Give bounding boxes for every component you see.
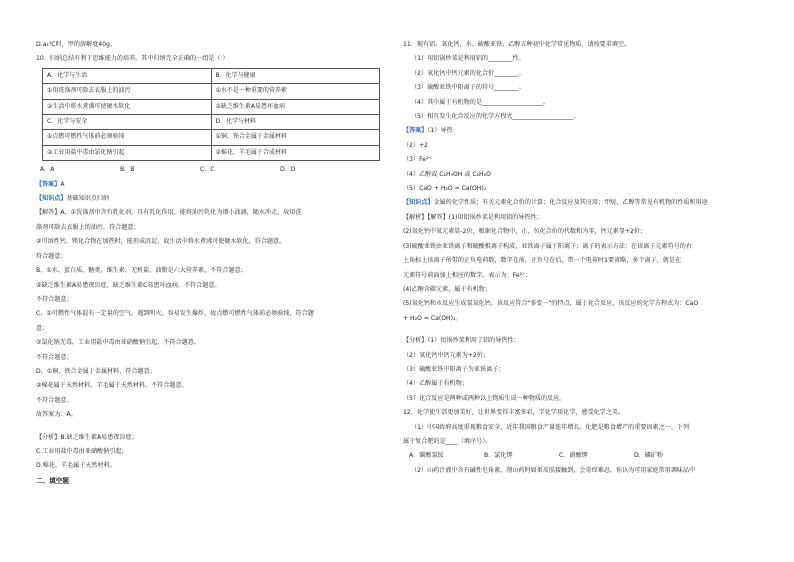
explain-line: (4)乙醇含碳元素，属于有机物； — [403, 285, 491, 293]
choice-d: D．D — [280, 166, 296, 174]
explain-line: 不符合题意； — [36, 353, 73, 361]
explain-line: ②棉花属于天然材料，羊毛属于天然材料，不符合题意。 — [36, 382, 188, 390]
right-column — [403, 38, 767, 478]
explain-line: 故答案为：A。 — [36, 411, 77, 419]
answer-line: （3）Fe²⁺ — [403, 156, 432, 164]
explain-line: ②缺乏维生素A易患夜盲症，缺乏维生素C易患坏血病，不符合题意。 — [36, 281, 221, 289]
choice-c: C．C — [200, 166, 215, 174]
explain-line: 元素符号前面加上相应的数字，表示为：Fe²⁺； — [403, 271, 532, 279]
knowledge-value: 金属的化学性质；有关元素化合价的计算；化合反应及其应用；甲烷、乙醇等常见有机物的性质和用途 — [433, 199, 708, 207]
choice-b: B．氯化钾 — [484, 452, 513, 460]
choice-b: B．B — [120, 166, 135, 174]
table-row — [43, 145, 380, 160]
answer-line: （2）+2 — [403, 141, 429, 149]
analysis-line: C.工业用盐中毒由亚硝酸钠引起； — [36, 447, 128, 455]
subquestion: （1）用铝锅炒菜是利用铝的________性。 — [411, 55, 525, 63]
knowledge-tag: 【知识点】 — [36, 195, 67, 203]
subquestion: （3）硫酸亚铁中阳离子的符号________。 — [411, 84, 525, 92]
table-cell: ①铜、铁合金属于金属材料 — [211, 130, 380, 145]
q11-subquestions — [403, 52, 767, 124]
q12 — [403, 406, 767, 478]
choice-a: A．碳酸氢铵 — [409, 452, 444, 460]
table-cell: ②生活中将水煮沸可使硬水软化 — [43, 99, 212, 114]
table-cell: ②棉花、羊毛属于合成材料 — [211, 145, 380, 160]
explain-line: (3)硫酸亚铁由亚铁离子和硫酸根离子构成，亚铁离子属于阳离子；离子的表示方法：在该离子元素符号的右 — [403, 242, 692, 250]
explain-line: + H₂O = Ca(OH)₂。 — [403, 314, 462, 322]
explain-line: 符合题意； — [36, 252, 67, 260]
q11-analysis — [403, 334, 767, 406]
knowledge-tag: 【知识点】 — [403, 199, 434, 207]
analysis-line: 【分析】B.缺乏维生素A易患夜盲症； — [36, 433, 138, 441]
explain-line: 涤剂可除去衣服上的油污，符合题意； — [36, 223, 140, 231]
q10-options-table — [42, 68, 380, 161]
q12-sub2: （2）山药汁液中含有碱性皂角素，削山药时如果皮肤接触到，会奇痒难忍。你认为可用家庭常用调味品中 — [411, 466, 696, 474]
explain-line: ②可溶性钙、镁化合物在加热时，能形成沉淀，故生活中将水煮沸可使硬水软化，符合题意。 — [36, 238, 286, 246]
answer-tag: 【答案】 — [403, 127, 428, 135]
table-row — [43, 68, 380, 83]
table-cell: ②缺乏维生素A易患坏血病 — [211, 99, 380, 114]
answer-line: （4）乙醇或 C₂H₅OH 或 C₂H₆O — [403, 170, 491, 178]
q11-stem: 11．现有铝、氧化钙、水、硫酸亚铁、乙醇五种初中化学常见物质，请按要求填空。 — [403, 41, 631, 48]
subquestion: （2）氧化钙中钙元素的化合价________。 — [411, 69, 525, 77]
q10-answer — [36, 178, 388, 192]
choice-a: A．A — [40, 166, 55, 174]
explain-line: (5)氧化钙和水反应生成氢氧化钙，该反应符合"多变一"的特点，属于化合反应，该反应的化学方程式为：CaO — [403, 300, 699, 308]
knowledge-value: 基础知识点归纳 — [66, 195, 110, 203]
analysis-line: 【分析】（1）铝锅炒菜利用了铝的导热性； — [403, 337, 520, 345]
q10-stem: 10．归纳总结有利于思维能力的培养。其中归纳完全正确的一组是（ ） — [36, 55, 229, 63]
analysis-line: D.棉花、羊毛属于天然材料。 — [36, 462, 116, 470]
explain-line: 上角标上该离子所带的正负电荷数，数字在前，正负号在后，带一个电荷时1要省略，多个离子，就是在 — [403, 257, 682, 265]
table-cell: B．化学与健康 — [211, 68, 380, 83]
answer-value: A — [60, 180, 65, 188]
q10-choices — [36, 163, 388, 177]
analysis-line: （5）化合反应是两种或两种以上物质生成一种物质的反应。 — [403, 394, 566, 402]
table-row — [43, 130, 380, 145]
top-line: D.a₁℃时，甲的溶解度40g。 — [36, 41, 117, 48]
table-row — [43, 99, 380, 114]
q10-analysis — [36, 431, 388, 474]
q12-choices — [403, 449, 767, 463]
q11-explanation — [403, 211, 767, 326]
explain-line: 不符合题意； — [36, 295, 73, 303]
analysis-line: （4）乙醇属于有机物； — [403, 380, 468, 388]
q11-knowledge-point — [403, 196, 767, 210]
table-cell: ①点燃可燃性气体前必须验纯 — [43, 130, 212, 145]
table-cell: ①用洗涤剂可除去衣服上的油污 — [43, 84, 212, 99]
explain-line: C、①可燃性气体混有一定量的空气，遇到明火，容易发生爆炸，故点燃可燃性气体前必须验纯，符合题 — [36, 310, 314, 318]
table-row — [43, 115, 380, 130]
choice-c: C．硝酸钾 — [559, 452, 588, 460]
q12-stem: 属于复合肥的是____（填序号）。 — [403, 437, 492, 445]
subquestion: （4）其中属于有机物的是____________________。 — [411, 98, 549, 106]
table-cell: C．化学与安全 — [43, 115, 212, 130]
answer-tag: 【答案】 — [36, 180, 61, 188]
q10-explanation — [36, 206, 388, 422]
q12-stem: 12．化学使生活更加美好，让世界变得丰富多彩，学化学用化学，感受化学之美。 — [403, 409, 625, 417]
explain-line: 【解析】【解答】(1)用铝锅炒菜是利用铝的导热性； — [403, 213, 543, 221]
explain-line: D、①铜、铁合金属于金属材料，符合题意； — [36, 367, 156, 375]
section-title: 二、填空题 — [36, 476, 69, 485]
left-column — [36, 38, 388, 488]
explain-line: ②氯化钠无毒，工业用盐中毒由亚硝酸钠引起，不符合题意。 — [36, 339, 200, 347]
explain-line: 不符合题意。 — [36, 396, 73, 404]
explain-line: B、①水、蛋白质、糖类、维生素、无机盐、油脂是六大营养素，不符合题意； — [36, 267, 247, 275]
table-cell: ②工业用盐中毒由氯化钠引起 — [43, 145, 212, 160]
choice-d: D．磷矿粉 — [634, 452, 664, 460]
answer-value: （1）导热 — [427, 127, 453, 135]
subquestion: （5）相互发生化合反应的化学方程式____________________。 — [411, 113, 580, 121]
answer-line: （5）CaO + H₂O = Ca(OH)₂ — [403, 185, 487, 193]
table-row — [43, 84, 380, 99]
q11-answer — [403, 124, 767, 138]
analysis-line: （3）硫酸亚铁中阳离子为亚铁离子； — [403, 365, 505, 373]
q10-knowledge-point — [36, 192, 388, 206]
table-cell: D．化学与材料 — [211, 115, 380, 130]
analysis-line: （2）氧化钙中钙元素为+2价； — [403, 351, 489, 359]
explain-line: (2)氧化钙中氧元素显-2价，根据化合物中，正、负化合价的代数和为零，钙元素显+2价； — [403, 228, 647, 236]
q12-stem: （1）中国政府高度重视粮食安全，近年我国粮食产量连年增长。化肥是粮食增产的重要因素之一，下列 — [411, 423, 690, 431]
explain-line: 【解答】A、①洗涤剂中含有乳化剂，具有乳化作用，能将油污乳化为细小油滴，随水冲走，故用洗 — [36, 209, 302, 217]
explain-line: 意； — [36, 324, 49, 332]
table-cell: ①水不是一种重要的营养素 — [211, 84, 380, 99]
table-cell: A．化学与生活 — [43, 68, 212, 83]
